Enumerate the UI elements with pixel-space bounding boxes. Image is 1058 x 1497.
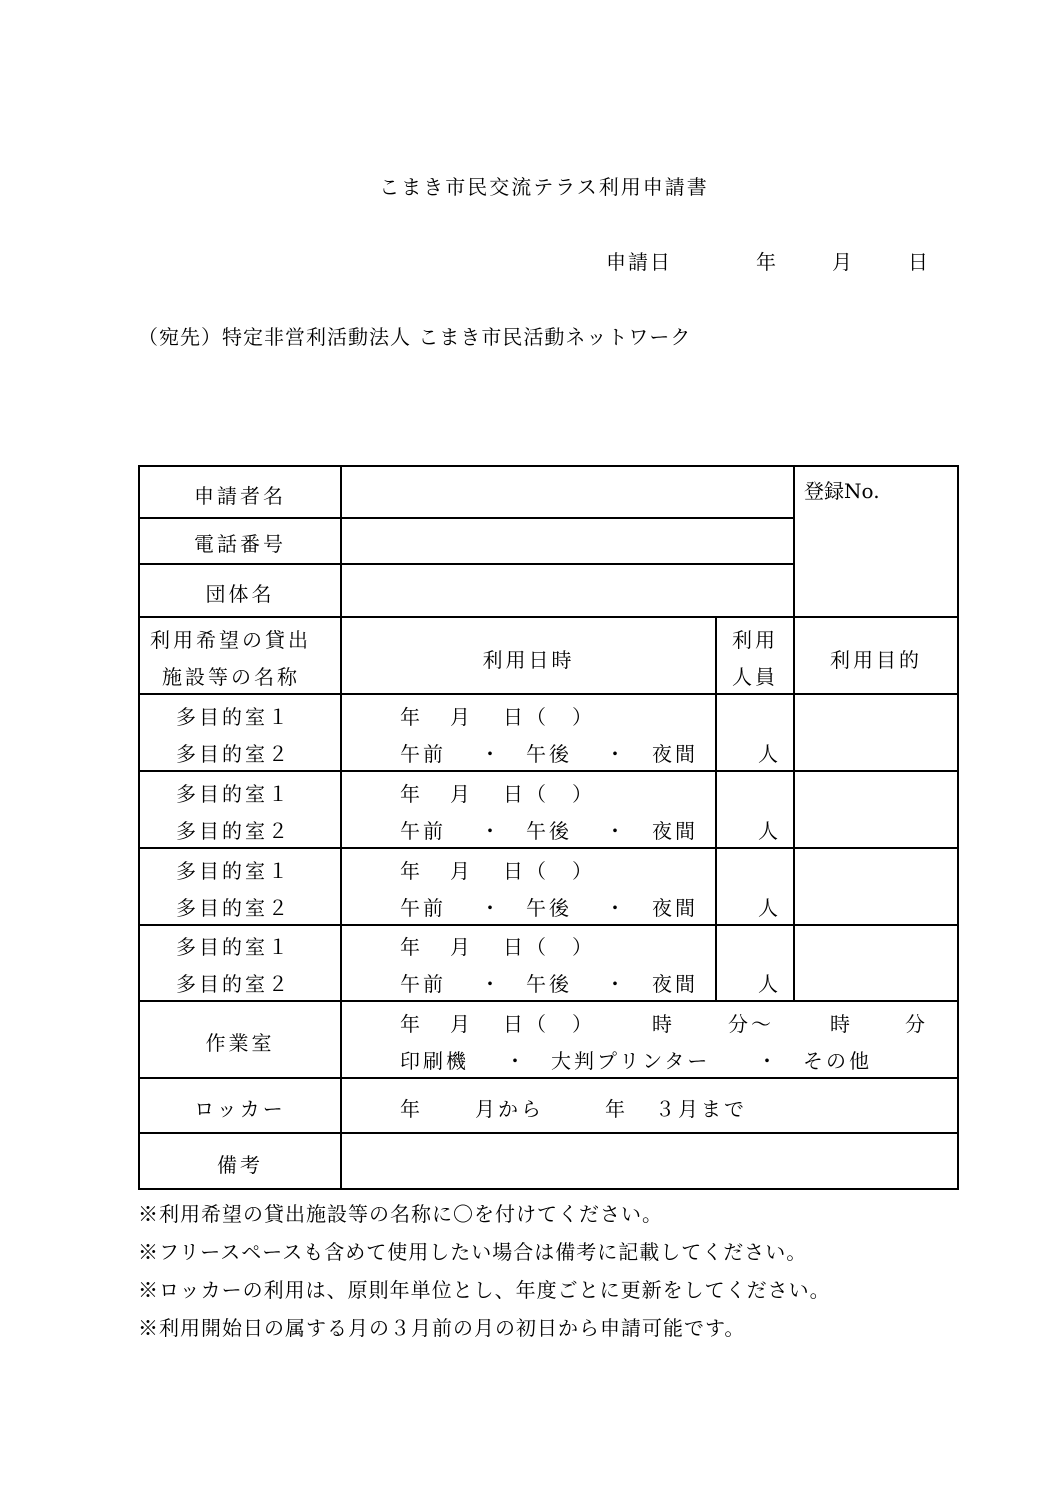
- registration-no-label: 登録No.: [804, 479, 880, 503]
- separator-dot: ・: [480, 896, 503, 920]
- room1-option[interactable]: 多目的室１: [176, 705, 291, 729]
- night-option[interactable]: 夜間: [652, 819, 698, 843]
- application-date-day: 日: [908, 250, 930, 274]
- note-item: ※利用開始日の属する月の３月前の月の初日から申請可能です。: [138, 1316, 746, 1340]
- large-printer-option[interactable]: 大判プリンター: [551, 1049, 711, 1073]
- workroom-hour-start: 時: [652, 1012, 675, 1036]
- locker-label[interactable]: ロッカー: [194, 1097, 286, 1121]
- year-label: 年: [400, 935, 423, 959]
- phone-label: 電話番号: [194, 532, 286, 556]
- year-label: 年: [400, 859, 423, 883]
- month-label: 月: [450, 782, 473, 806]
- workroom-hour-end: 時: [830, 1012, 853, 1036]
- people-unit: 人: [758, 819, 781, 843]
- room2-option[interactable]: 多目的室２: [176, 742, 291, 766]
- separator-dot: ・: [480, 742, 503, 766]
- facility-header-line1: 利用希望の貸出: [150, 628, 311, 652]
- year-label: 年: [400, 705, 423, 729]
- applicant-name-label: 申請者名: [194, 484, 286, 508]
- workroom-month: 月: [450, 1012, 473, 1036]
- room2-option[interactable]: 多目的室２: [176, 896, 291, 920]
- phone-field[interactable]: [342, 519, 793, 563]
- am-option[interactable]: 午前: [400, 819, 446, 843]
- day-label: 日（ ）: [503, 782, 595, 806]
- locker-until: ３月まで: [655, 1097, 747, 1121]
- people-unit: 人: [758, 972, 781, 996]
- locker-from: 月から: [475, 1097, 544, 1121]
- separator-dot: ・: [605, 972, 628, 996]
- am-option[interactable]: 午前: [400, 972, 446, 996]
- year-label: 年: [400, 782, 423, 806]
- facility-header-line2: 施設等の名称: [162, 665, 300, 689]
- room2-option[interactable]: 多目的室２: [176, 972, 291, 996]
- note-item: ※フリースペースも含めて使用したい場合は備考に記載してください。: [138, 1240, 808, 1264]
- pm-option[interactable]: 午後: [526, 819, 572, 843]
- applicant-name-field[interactable]: [342, 467, 793, 517]
- people-unit: 人: [758, 896, 781, 920]
- datetime-header: 利用日時: [482, 648, 575, 672]
- locker-year-start: 年: [400, 1097, 423, 1121]
- am-option[interactable]: 午前: [400, 896, 446, 920]
- day-label: 日（ ）: [503, 935, 595, 959]
- people-header-line1: 利用: [732, 628, 778, 652]
- pm-option[interactable]: 午後: [526, 742, 572, 766]
- remarks-label: 備考: [217, 1153, 263, 1177]
- document-title: こまき市民交流テラス利用申請書: [379, 175, 709, 199]
- other-option[interactable]: その他: [803, 1049, 872, 1073]
- month-label: 月: [450, 935, 473, 959]
- separator-dot: ・: [757, 1049, 780, 1073]
- room1-option[interactable]: 多目的室１: [176, 859, 291, 883]
- workroom-minute-start: 分～: [728, 1012, 774, 1036]
- room1-option[interactable]: 多目的室１: [176, 782, 291, 806]
- note-item: ※利用希望の貸出施設等の名称に〇を付けてください。: [138, 1202, 663, 1226]
- pm-option[interactable]: 午後: [526, 896, 572, 920]
- group-name-label: 団体名: [205, 582, 275, 606]
- day-label: 日（ ）: [503, 705, 595, 729]
- night-option[interactable]: 夜間: [652, 972, 698, 996]
- printer-option[interactable]: 印刷機: [400, 1049, 469, 1073]
- separator-dot: ・: [605, 896, 628, 920]
- locker-year-end: 年: [605, 1097, 628, 1121]
- day-label: 日（ ）: [503, 859, 595, 883]
- separator-dot: ・: [480, 972, 503, 996]
- people-unit: 人: [758, 742, 781, 766]
- workroom-day: 日（ ）: [503, 1012, 595, 1036]
- room1-option[interactable]: 多目的室１: [176, 935, 291, 959]
- month-label: 月: [450, 859, 473, 883]
- application-date-label: 申請日: [606, 250, 672, 274]
- am-option[interactable]: 午前: [400, 742, 446, 766]
- separator-dot: ・: [480, 819, 503, 843]
- pm-option[interactable]: 午後: [526, 972, 572, 996]
- separator-dot: ・: [505, 1049, 528, 1073]
- purpose-header: 利用目的: [830, 648, 922, 672]
- application-date-month: 月: [832, 250, 854, 274]
- separator-dot: ・: [605, 819, 628, 843]
- workroom-year: 年: [400, 1012, 423, 1036]
- note-item: ※ロッカーの利用は、原則年単位とし、年度ごとに更新をしてください。: [138, 1278, 831, 1302]
- addressee: （宛先）特定非営利活動法人 こまき市民活動ネットワーク: [138, 325, 692, 349]
- separator-dot: ・: [605, 742, 628, 766]
- workroom-label[interactable]: 作業室: [205, 1031, 275, 1055]
- workroom-minute-end: 分: [905, 1012, 928, 1036]
- room2-option[interactable]: 多目的室２: [176, 819, 291, 843]
- month-label: 月: [450, 705, 473, 729]
- application-date-year: 年: [756, 250, 778, 274]
- night-option[interactable]: 夜間: [652, 896, 698, 920]
- remarks-field[interactable]: [342, 1134, 957, 1188]
- night-option[interactable]: 夜間: [652, 742, 698, 766]
- group-name-field[interactable]: [342, 565, 793, 616]
- people-header-line2: 人員: [732, 665, 778, 689]
